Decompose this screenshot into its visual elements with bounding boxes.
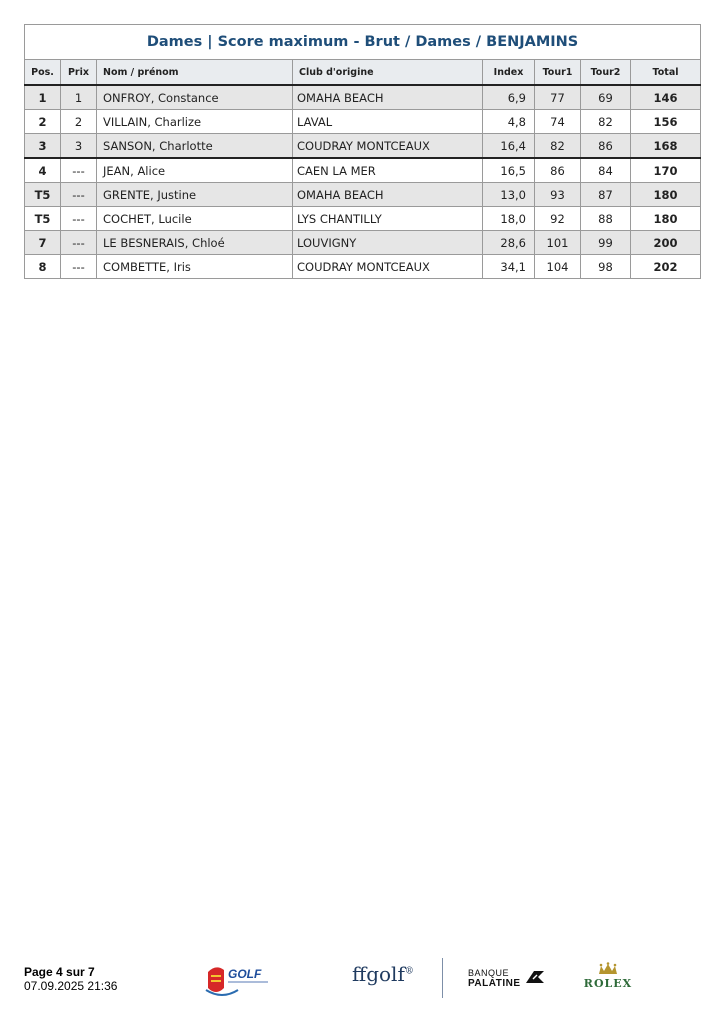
cell-pos: 3 <box>25 134 61 159</box>
rolex-logo <box>580 962 636 996</box>
logo-divider <box>442 958 443 998</box>
cell-club: LYS CHANTILLY <box>293 207 483 231</box>
banque-palatine-logo <box>468 968 552 992</box>
cell-tour1: 104 <box>535 255 581 279</box>
column-header-row <box>25 60 701 86</box>
ffgolf-logo-text: ffgolf <box>352 962 405 986</box>
cell-total: 170 <box>631 158 701 183</box>
cell-club: COUDRAY MONTCEAUX <box>293 255 483 279</box>
cell-prix: 2 <box>61 110 97 134</box>
cell-total: 180 <box>631 183 701 207</box>
cell-pos: T5 <box>25 207 61 231</box>
cell-club: OMAHA BEACH <box>293 85 483 110</box>
cell-index: 13,0 <box>483 183 535 207</box>
cell-prix: 1 <box>61 85 97 110</box>
rolex-logo-text: ROLEX <box>583 977 633 990</box>
cell-index: 18,0 <box>483 207 535 231</box>
cell-total: 146 <box>631 85 701 110</box>
cell-pos: 1 <box>25 85 61 110</box>
table-row <box>25 158 701 183</box>
cell-name: ONFROY, Constance <box>97 85 293 110</box>
col-header-prix: Prix <box>61 60 97 86</box>
cell-tour2: 98 <box>581 255 631 279</box>
cell-tour2: 84 <box>581 158 631 183</box>
table-row <box>25 183 701 207</box>
cell-tour2: 99 <box>581 231 631 255</box>
cell-tour1: 93 <box>535 183 581 207</box>
table-row <box>25 134 701 159</box>
cell-pos: 4 <box>25 158 61 183</box>
print-date: 07.09.2025 21:36 <box>24 979 118 993</box>
cell-index: 4,8 <box>483 110 535 134</box>
golf-normandie-emblem-icon <box>202 958 274 1002</box>
results-table <box>24 24 701 279</box>
cell-tour1: 82 <box>535 134 581 159</box>
cell-tour2: 87 <box>581 183 631 207</box>
cell-name: GRENTE, Justine <box>97 183 293 207</box>
table-row <box>25 231 701 255</box>
cell-club: CAEN LA MER <box>293 158 483 183</box>
cell-name: VILLAIN, Charlize <box>97 110 293 134</box>
table-row <box>25 85 701 110</box>
cell-tour1: 77 <box>535 85 581 110</box>
table-row <box>25 110 701 134</box>
cell-index: 16,5 <box>483 158 535 183</box>
cell-total: 202 <box>631 255 701 279</box>
cell-index: 28,6 <box>483 231 535 255</box>
cell-index: 34,1 <box>483 255 535 279</box>
col-header-total: Total <box>631 60 701 86</box>
cell-prix: --- <box>61 231 97 255</box>
cell-tour1: 101 <box>535 231 581 255</box>
golf-normandie-logo <box>202 958 274 1002</box>
cell-prix: --- <box>61 158 97 183</box>
cell-tour2: 88 <box>581 207 631 231</box>
cell-name: LE BESNERAIS, Chloé <box>97 231 293 255</box>
cell-pos: T5 <box>25 183 61 207</box>
cell-total: 168 <box>631 134 701 159</box>
cell-name: SANSON, Charlotte <box>97 134 293 159</box>
cell-prix: --- <box>61 255 97 279</box>
cell-tour1: 92 <box>535 207 581 231</box>
cell-prix: --- <box>61 207 97 231</box>
cell-pos: 2 <box>25 110 61 134</box>
col-header-tour1: Tour1 <box>535 60 581 86</box>
cell-tour2: 86 <box>581 134 631 159</box>
cell-name: COMBETTE, Iris <box>97 255 293 279</box>
table-row <box>25 207 701 231</box>
cell-club: LOUVIGNY <box>293 231 483 255</box>
cell-tour2: 82 <box>581 110 631 134</box>
cell-tour1: 86 <box>535 158 581 183</box>
page-footer <box>24 965 117 993</box>
rolex-crown-icon <box>597 962 619 976</box>
cell-total: 180 <box>631 207 701 231</box>
cell-name: COCHET, Lucile <box>97 207 293 231</box>
page-number: Page 4 sur 7 <box>24 965 95 979</box>
cell-prix: 3 <box>61 134 97 159</box>
col-header-tour2: Tour2 <box>581 60 631 86</box>
banque-logo-line2: PALATINE <box>468 978 521 989</box>
palatine-mark-icon <box>524 969 546 985</box>
cell-tour2: 69 <box>581 85 631 110</box>
table-title: Dames | Score maximum - Brut / Dames / BENJAMINS <box>25 25 701 60</box>
table-row <box>25 255 701 279</box>
cell-club: OMAHA BEACH <box>293 183 483 207</box>
cell-pos: 7 <box>25 231 61 255</box>
col-header-club: Club d'origine <box>293 60 483 86</box>
banque-logo-line1: BANQUE <box>468 968 510 978</box>
registered-icon: ® <box>404 966 414 977</box>
cell-total: 156 <box>631 110 701 134</box>
ffgolf-logo <box>352 962 414 986</box>
cell-index: 6,9 <box>483 85 535 110</box>
cell-total: 200 <box>631 231 701 255</box>
col-header-pos: Pos. <box>25 60 61 86</box>
cell-tour1: 74 <box>535 110 581 134</box>
cell-prix: --- <box>61 183 97 207</box>
cell-index: 16,4 <box>483 134 535 159</box>
col-header-index: Index <box>483 60 535 86</box>
cell-club: COUDRAY MONTCEAUX <box>293 134 483 159</box>
col-header-name: Nom / prénom <box>97 60 293 86</box>
cell-club: LAVAL <box>293 110 483 134</box>
golf-logo-text: GOLF <box>228 967 262 981</box>
cell-pos: 8 <box>25 255 61 279</box>
cell-name: JEAN, Alice <box>97 158 293 183</box>
